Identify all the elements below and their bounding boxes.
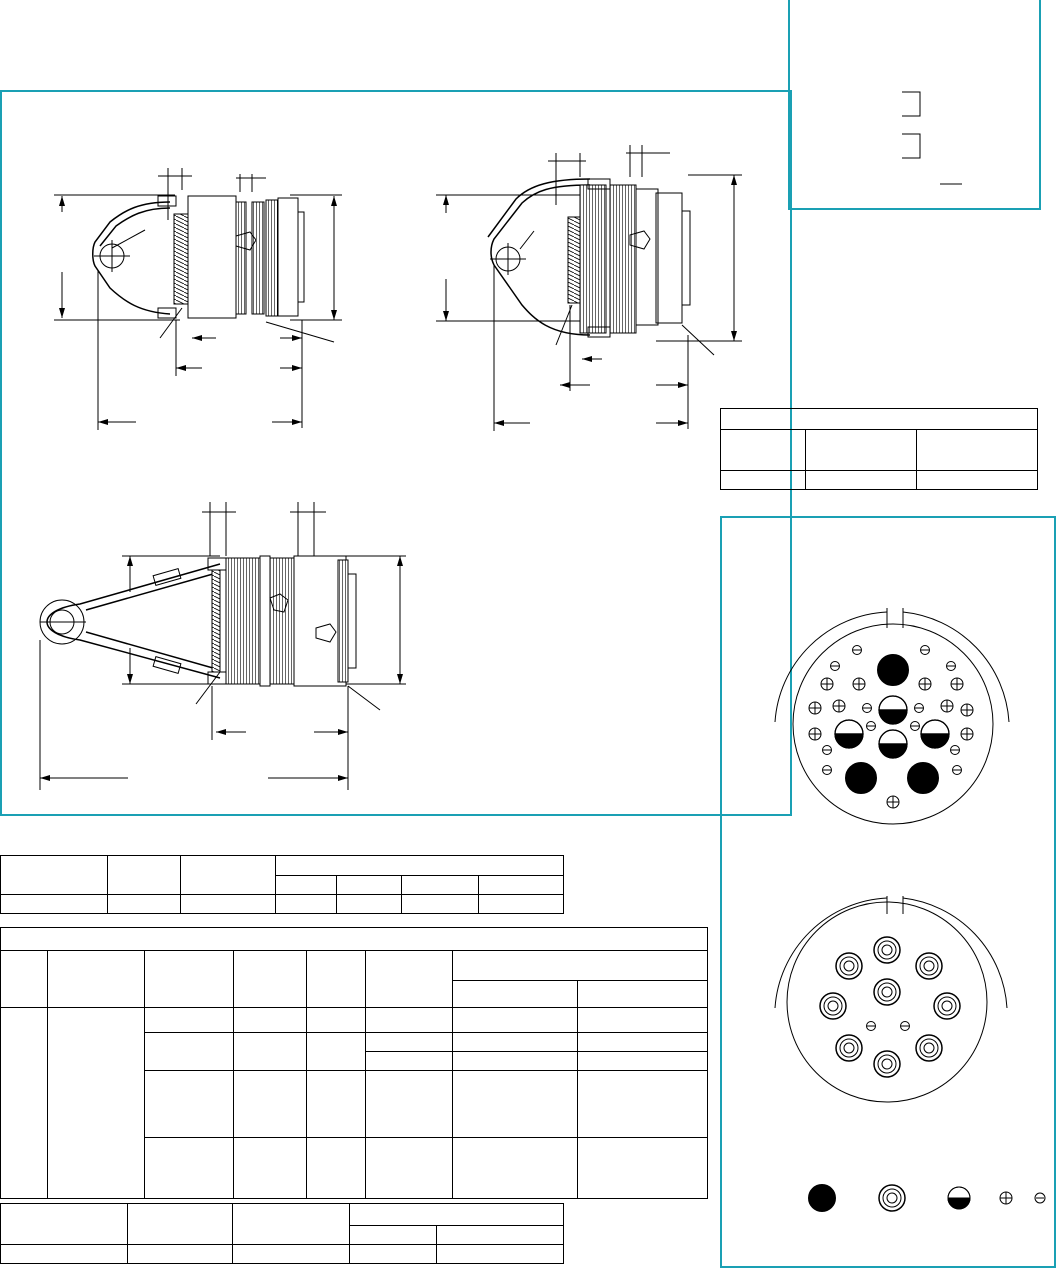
table-cell [453,980,578,1007]
table-cell [276,895,337,914]
drawing-top-right [430,145,770,445]
table-cell [578,980,708,1007]
bottom-table [0,1203,564,1264]
table-cell [1,895,108,914]
table-cell [1,1008,48,1199]
table-cell [578,1052,708,1071]
table-cell [145,951,234,1008]
table-cell [350,1245,437,1264]
table-cell [307,1138,366,1199]
table-cell [1,951,48,1008]
table-cell [234,951,307,1008]
table-cell [307,1071,366,1138]
table-cell [366,1138,453,1199]
table-cell [453,1033,578,1052]
table-cell [233,1204,350,1245]
contact-legend [800,1178,1050,1218]
table-cell [453,1052,578,1071]
table-cell [453,951,708,981]
coax-contact-icon [879,1185,905,1211]
table-cell [128,1204,233,1245]
right-small-table [720,408,1038,490]
insert-arrangement-coax [775,896,1015,1106]
table-cell [437,1245,564,1264]
table-cell [366,1008,453,1033]
note-box [788,0,1041,210]
table-cell [181,856,276,895]
table-cell [337,875,402,895]
table-cell [48,1008,145,1199]
table-cell [578,1033,708,1052]
table-cell [366,1052,453,1071]
table-cell [402,895,479,914]
table-cell [1,1245,128,1264]
table-cell [453,1071,578,1138]
solid-large-contact-icon [809,1185,835,1211]
table-cell [234,1138,307,1199]
table-cell [145,1138,234,1199]
table-cell [1,856,108,895]
table-cell [350,1204,564,1226]
table-cell [48,951,145,1008]
table-cell [233,1245,350,1264]
table-cell [479,895,564,914]
drawing-top-left [40,160,400,500]
table-cell [337,895,402,914]
table-cell [721,471,806,490]
table-cell [108,895,181,914]
table-cell [350,1225,437,1244]
minus-contact-icon [1035,1193,1045,1203]
half-filled-contact-icon [948,1187,970,1209]
table-cell [437,1225,564,1244]
drawing-bottom [30,500,430,800]
table-cell [366,951,453,1008]
table-cell [917,471,1038,490]
table-cell [917,430,1038,471]
table-cell [307,1008,366,1033]
table-cell [578,1008,708,1033]
right-small-table-title [721,409,1038,430]
plus-contact-icon [1000,1192,1012,1204]
table-cell [307,951,366,1008]
table-cell [234,1008,307,1033]
note-bracket-marks [790,0,1043,210]
table-cell [578,1071,708,1138]
dims-table [0,855,564,914]
table-cell [145,1071,234,1138]
table-cell [806,471,917,490]
insert-arrangement-mixed [775,608,1015,838]
table-cell [276,875,337,895]
main-spec-table-title [1,928,708,951]
table-cell [366,1033,453,1052]
table-cell [128,1245,233,1264]
table-cell [307,1033,366,1071]
table-cell [453,1008,578,1033]
table-cell [1,1204,128,1245]
table-cell [145,1008,234,1033]
table-cell [234,1033,307,1071]
table-cell [234,1071,307,1138]
table-cell [366,1071,453,1138]
table-cell [108,856,181,895]
table-cell [578,1138,708,1199]
table-cell [402,875,479,895]
table-cell [453,1138,578,1199]
table-cell [721,430,806,471]
table-cell [806,430,917,471]
table-cell [479,875,564,895]
table-cell [276,856,564,876]
table-cell [181,895,276,914]
table-cell [145,1033,234,1071]
main-spec-table [0,927,708,1199]
